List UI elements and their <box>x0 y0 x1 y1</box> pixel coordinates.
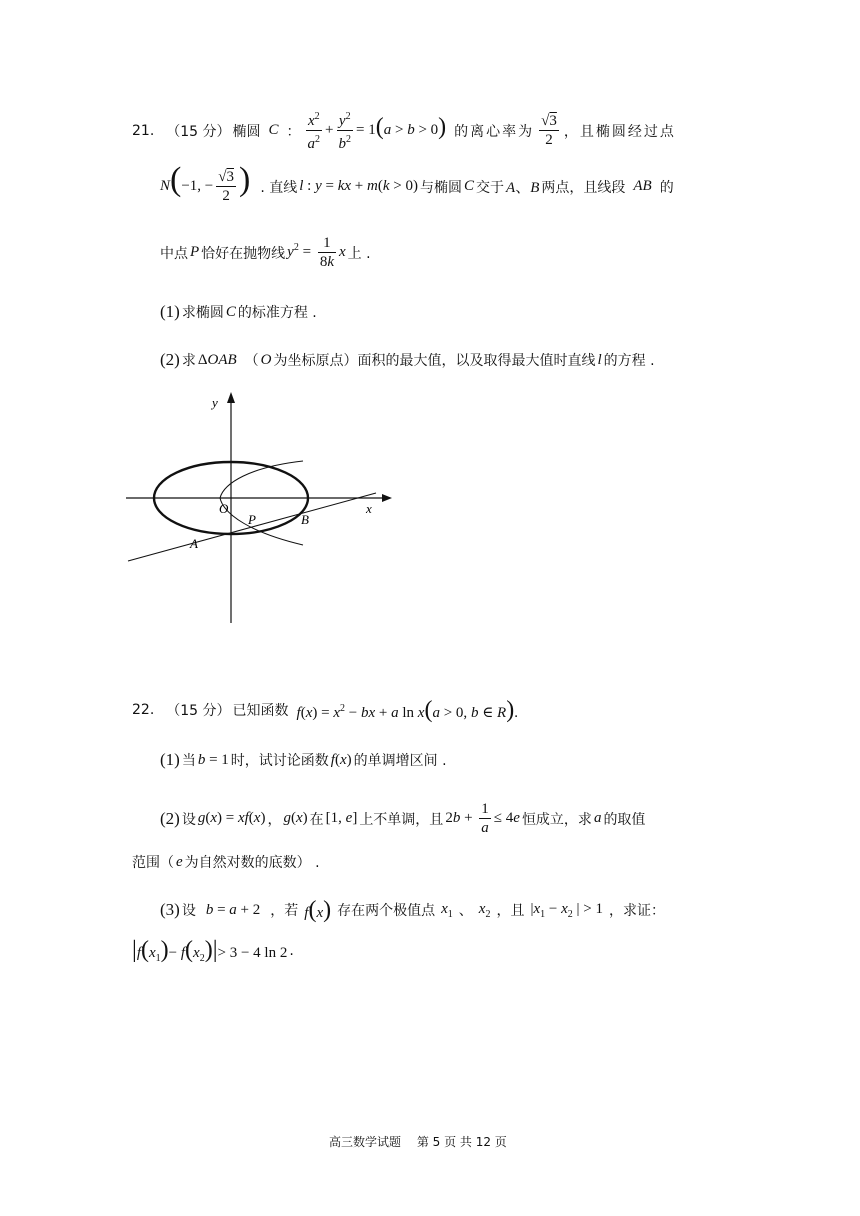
q21-part-2-text: 求 <box>181 353 196 369</box>
q21-parabola-equation: $y^2$ = $\frac{1}{8k}$ x <box>287 235 346 270</box>
q21-ellipse-name-2: C <box>464 178 475 195</box>
q21-line-2 <box>160 161 674 205</box>
q22-part-3-continued <box>132 938 294 964</box>
q22-part-2-a: 设 <box>181 811 196 828</box>
q21-part-1-text: 求椭圆 <box>181 305 224 321</box>
q22-part-3-number: (3) <box>160 900 180 919</box>
q22-part-1 <box>160 750 447 770</box>
q21-text-e: 与椭圆 <box>420 179 462 196</box>
q22-b-equals-1: b = 1 <box>197 751 229 768</box>
q22-part-3-b: ，若 <box>270 903 299 919</box>
label-a: A <box>190 536 198 551</box>
q21-text-i: 中点 <box>160 245 188 262</box>
q22-part-2 <box>160 800 645 837</box>
q22-part-3-g: . <box>289 943 294 959</box>
q22-number: 22. <box>132 702 155 718</box>
q21-part-2-text-4: 的方程 . <box>603 353 655 369</box>
q22-a: a <box>593 810 602 826</box>
q21-part-2 <box>160 350 655 370</box>
q22-inequality: 2b + $\frac{1}{a}$ ≤ 4e <box>445 801 520 836</box>
q21-number: 21. <box>132 122 155 139</box>
q21-point-p: P <box>190 244 200 260</box>
q21-point-n: N(−1, − $\frac{√3}{2}$ ) <box>160 161 251 205</box>
q21-line-equation: l : y = kx + m(k > 0) <box>299 178 418 195</box>
q22-part-1-c: 的单调增区间 . <box>353 753 447 769</box>
q22-part-2-g: 范围（ <box>132 855 174 871</box>
q21-points-ab: A、B <box>506 180 540 197</box>
q22-intro: 已知函数 <box>232 703 289 719</box>
q21-text-c: ，且椭圆经过点 <box>563 123 676 140</box>
q22-line-1 <box>132 698 518 722</box>
q21-part-1-number: (1) <box>160 302 180 321</box>
q22-part-2-number: (2) <box>160 808 180 828</box>
q22-proof-inequality: $|f(x_1)- f(x_2)|> 3 - 4$ ln 2 <box>132 937 288 964</box>
q21-part-1-c: C <box>225 303 236 320</box>
q22-interval: [1, e] <box>325 810 358 826</box>
q22-x1: $x_1$ <box>441 900 453 920</box>
q21-line-3 <box>160 234 371 271</box>
q22-part-3-f: ，求证： <box>609 903 665 919</box>
q22-part-1-number: (1) <box>160 750 180 769</box>
q22-part-1-a: 当 <box>181 753 196 769</box>
q21-line-l: l <box>597 351 602 368</box>
q21-segment-ab: AB <box>633 178 652 195</box>
label-b: B <box>301 512 309 527</box>
q21-figure <box>120 385 400 630</box>
q21-score: （15 分） <box>166 123 231 140</box>
q22-part-2-d: 上不单调，且 <box>359 811 444 828</box>
q22-fx-2: f(x) <box>304 897 332 923</box>
q22-score: （15 分） <box>166 703 231 719</box>
q21-text-g: 两点，且线段 <box>541 179 626 196</box>
q22-part-2-f: 的取值 <box>603 811 646 828</box>
q22-part-2-h: 为自然对数的底数） . <box>184 855 320 871</box>
q22-part-3 <box>160 898 665 922</box>
q21-part-2-text-2: （ <box>244 353 259 369</box>
q21-origin-o: O <box>260 351 272 368</box>
q21-text-b: 的离心率为 <box>454 123 535 140</box>
q21-text-d: . 直线 <box>260 179 298 196</box>
q22-gx: g(x) <box>283 810 308 826</box>
q21-part-1 <box>160 302 317 322</box>
q21-ellipse-name: C <box>268 122 279 138</box>
label-origin: O <box>219 501 229 516</box>
q22-part-3-d: 、 <box>458 903 473 919</box>
q21-text-j: 恰好在抛物线 <box>201 245 286 262</box>
q22-part-2-b: ， <box>267 811 282 828</box>
q21-text-k: 上 . <box>347 245 371 262</box>
q22-part-3-c: 存在两个极值点 <box>337 903 436 919</box>
q21-triangle-oab: ΔOAB <box>197 351 237 368</box>
q21-colon: ： <box>286 123 301 140</box>
y-axis-arrow <box>227 392 235 403</box>
q21-part-1-text-2: 的标准方程 . <box>237 305 317 321</box>
q21-part-2-text-3: 为坐标原点）面积的最大值，以及取得最大值时直线 <box>273 353 596 369</box>
q21-text-f: 交于 <box>476 179 505 196</box>
x-axis-arrow <box>382 494 392 502</box>
line-l <box>128 493 376 561</box>
label-x: x <box>366 501 372 516</box>
q22-part-2-c: 在 <box>309 811 324 828</box>
q22-b-equals: b = a + 2 <box>205 901 261 918</box>
q21-text-a: 椭圆 <box>232 123 261 140</box>
q22-function-definition: $f(x) = x^2$ − bx + a ln x(a > 0, b ∈ R). <box>296 697 518 723</box>
label-y: y <box>212 395 218 410</box>
q21-part-2-number: (2) <box>160 350 180 369</box>
q21-line-1 <box>132 108 676 153</box>
q22-fx: f(x) <box>330 751 352 768</box>
q22-x2: $x_2$ <box>478 900 491 920</box>
q22-part-2-continued <box>132 852 320 872</box>
q22-part-2-e: 恒成立，求 <box>521 811 592 828</box>
q22-abs-difference: $|x_1 - x_2$ | > 1 <box>530 900 603 920</box>
q22-gx-definition: g(x) = xf(x) <box>197 810 266 826</box>
q22-part-1-b: 时，试讨论函数 <box>230 753 329 769</box>
page-footer: 高三数学试题 第 5 页 共 12 页 <box>329 1135 507 1149</box>
q22-e: e <box>176 853 183 870</box>
label-p: P <box>248 512 256 527</box>
q21-eccentricity: $\frac{√3}{2}$ <box>541 113 557 148</box>
q21-ellipse-equation: $\frac{x^2}{a^2}$ + $\frac{y^2}{b^2}$ = 1(a > b > 0) <box>303 108 447 153</box>
q22-part-3-a: 设 <box>181 903 196 919</box>
q21-text-h: 的 <box>659 179 674 196</box>
q22-part-3-e: ，且 <box>496 903 525 919</box>
